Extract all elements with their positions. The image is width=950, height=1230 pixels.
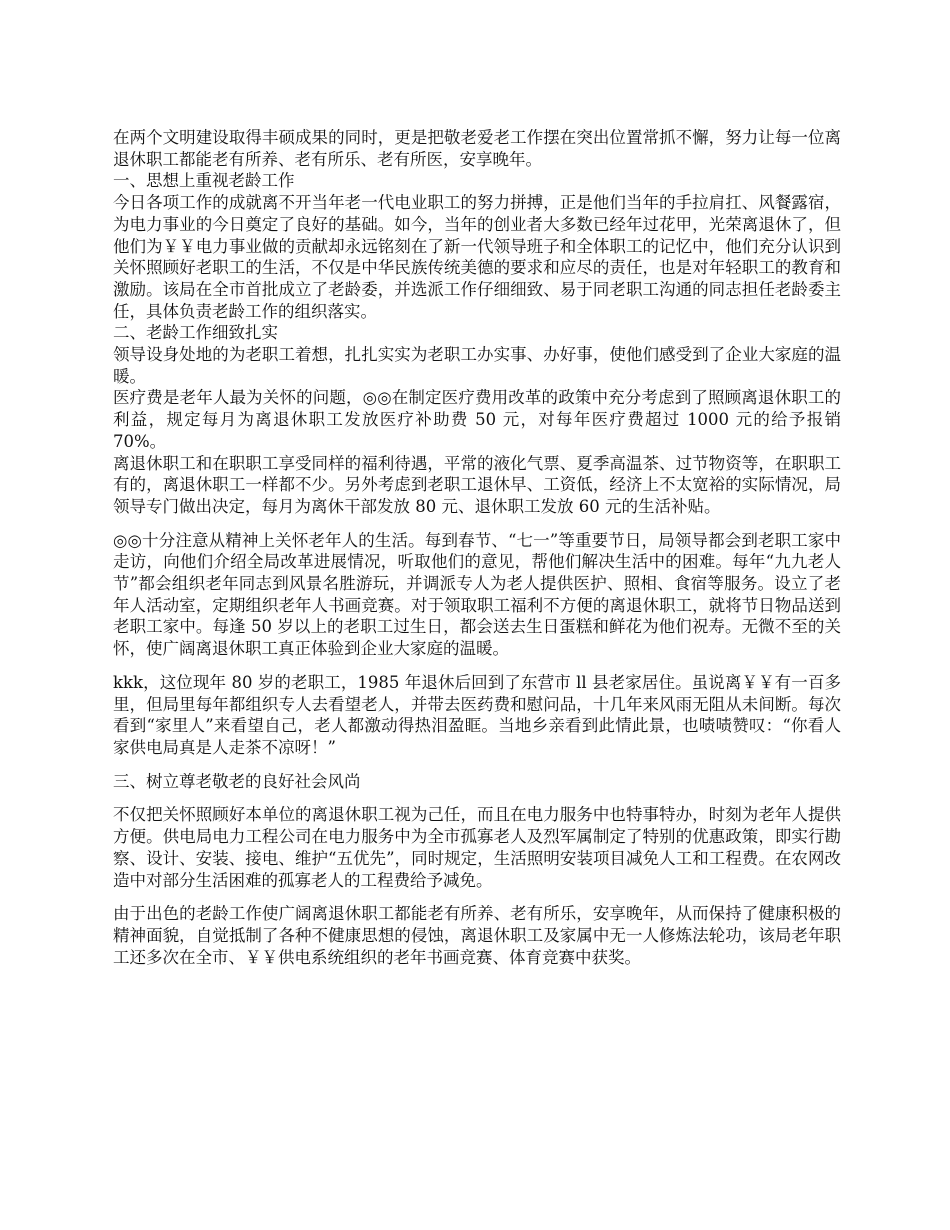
paragraph-5: ◎◎十分注意从精神上关怀老年人的生活。每到春节、“七一”等重要节日，局领导都会到老职工家中走访，向他们介绍全局改革进展情况，听取他们的意见，帮他们解决生活中的困难。每年“九九老人节”都会组织老年同志到风景名胜游玩，并调派专人为老人提供医护、照相、食宿等服务。设立了老年人活动室，定期组织老年人书画竞赛。对于领取职工福利不方便的离退休职工，就将节日物品送到老职工家中。每逢 50 岁以上的老职工过生日，都会送去生日蛋糕和鲜花为他们祝寿。无微不至的关怀，使广阔离退休职工真正体验到企业大家庭的温暖。 <box>113 530 841 659</box>
paragraph-6: kkk，这位现年 80 岁的老职工，1985 年退休后回到了东营市 ll 县老家居住。虽说离￥￥有一百多里，但局里每年都组织专人去看望老人，并带去医药费和慰问品，十几年来风雨无阻从未间断。每次看到“家里人”来看望自己，老人都激动得热泪盈眶。当地乡亲看到此情此景，也啧啧赞叹：“你看人家供电局真是人走茶不凉呀！” <box>113 672 841 757</box>
paragraph-3: 医疗费是老年人最为关怀的问题，◎◎在制定医疗费用改革的政策中充分考虑到了照顾离退休职工的利益，规定每月为离退休职工发放医疗补助费 50 元，对每年医疗费超过 1000 元的给予报销 70%。 <box>113 388 841 451</box>
section-heading-2: 二、老龄工作细致扎实 <box>113 323 278 343</box>
paragraph-2: 领导设身处地的为老职工着想，扎扎实实为老职工办实事、办好事，使他们感受到了企业大家庭的温暖。 <box>113 345 841 386</box>
section-heading-1: 一、思想上重视老龄工作 <box>113 171 295 191</box>
paragraph-4: 离退休职工和在职职工享受同样的福利待遇，平常的液化气票、夏季高温茶、过节物资等，在职职工有的，离退休职工一样都不少。另外考虑到老职工退休早、工资低，经济上不太宽裕的实际情况，局领导专门做出决定，每月为离休干部发放 80 元、退休职工发放 60 元的生活补贴。 <box>113 453 841 516</box>
section-heading-3: 三、树立尊老敬老的良好社会风尚 <box>113 771 361 791</box>
paragraph-7: 不仅把关怀照顾好本单位的离退休职工视为己任，而且在电力服务中也特事特办，时刻为老年人提供方便。供电局电力工程公司在电力服务中为全市孤寡老人及烈军属制定了特别的优惠政策，即实行勘察、设计、安装、接电、维护“五优先”，同时规定，生活照明安装项目减免人工和工程费。在农网改造中对部分生活困难的孤寡老人的工程费给予减免。 <box>113 805 841 890</box>
paragraph-1: 今日各项工作的成就离不开当年老一代电业职工的努力拼搏，正是他们当年的手拉肩扛、风餐露宿，为电力事业的今日奠定了良好的基础。如今，当年的创业者大多数已经年过花甲，光荣离退休了，但他们为￥￥电力事业做的贡献却永远铭刻在了新一代领导班子和全体职工的记忆中，他们充分认识到关怀照顾好老职工的生活，不仅是中华民族传统美德的要求和应尽的责任，也是对年轻职工的教育和激励。该局在全市首批成立了老龄委，并选派工作仔细细致、易于同老职工沟通的同志担任老龄委主任，具体负责老龄工作的组织落实。 <box>113 193 841 321</box>
paragraph-intro: 在两个文明建设取得丰硕成果的同时，更是把敬老爱老工作摆在突出位置常抓不懈，努力让每一位离退休职工都能老有所养、老有所乐、老有所医，安享晚年。 <box>113 128 841 169</box>
paragraph-8: 由于出色的老龄工作使广阔离退休职工都能老有所养、老有所乐，安享晚年，从而保持了健康积极的精神面貌，自觉抵制了各种不健康思想的侵蚀，离退休职工及家属中无一人修炼法轮功，该局老年职工还多次在全市、￥￥供电系统组织的老年书画竞赛、体育竞赛中获奖。 <box>113 904 841 967</box>
document-body <box>113 127 841 968</box>
